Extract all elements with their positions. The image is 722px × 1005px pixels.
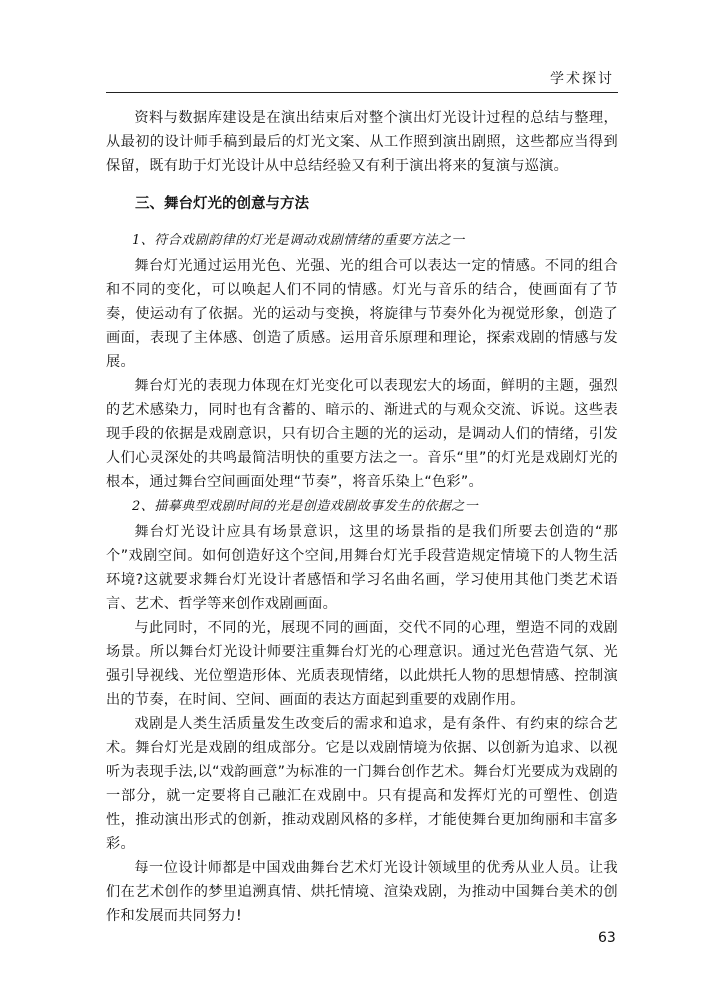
subheading-time: 2、描摹典型戏剧时间的光是创造戏剧故事发生的依据之一 (132, 499, 479, 514)
article-body (106, 106, 618, 928)
paragraph-expression: 舞台灯光的表现力体现在灯光变化可以表现宏大的场面，鲜明的主题，强烈的艺术感染力，同时也有含蓄的、暗示的、渐进式的与观众交流、诉说。这些表现手段的依据是戏剧意识，只有切合主题的光的运动，是调动人们的情绪，引发人们心灵深处的共鸣最简洁明快的重要方法之一。音乐“里”的灯光是戏剧灯光的根本，通过舞台空间画面处理“节奏”，将音乐染上“色彩”。 (106, 378, 618, 490)
paragraph-psychology: 与此同时，不同的光，展现不同的画面，交代不同的心理，塑造不同的戏剧场景。所以舞台灯光设计师要注重舞台灯光的心理意识。通过光色营造气氛、光强引导视线、光位塑造形体、光质表现情绪，以此烘托人物的思想情感、控制演出的节奏，在时间、空间、画面的表达方面起到重要的戏剧作用。 (106, 620, 618, 708)
paragraph-theatre-art: 戏剧是人类生活质量发生改变后的需求和追求，是有条件、有约束的综合艺术。舞台灯光是戏剧的组成部分。它是以戏剧情境为依据、以创新为追求、以视听为表现手法,以“戏韵画意”为标准的一门舞台创作艺术。舞台灯光要成为戏剧的一部分，就一定要将自己融汇在戏剧中。只有提高和发挥灯光的可塑性、创造性，推动演出形式的创新，推动戏剧风格的多样，才能使舞台更加绚丽和丰富多彩。 (106, 716, 618, 852)
page-number: 63 (598, 930, 616, 946)
section-heading: 三、舞台灯光的创意与方法 (135, 196, 309, 212)
paragraph-emotion: 舞台灯光通过运用光色、光强、光的组合可以表达一定的情感。不同的组合和不同的变化，可以唤起人们不同的情感。灯光与音乐的结合，使画面有了节奏，使运动有了依据。光的运动与变换，将旋律与节奏外化为视觉形象，创造了画面，表现了主体感、创造了质感。运用音乐原理和理论，探索戏剧的情感与发展。 (106, 258, 618, 370)
section-label: 学术探讨 (550, 71, 614, 87)
paragraph-database: 资料与数据库建设是在演出结束后对整个演出灯光设计过程的总结与整理，从最初的设计师手稿到最后的灯光文案、从工作照到演出剧照，这些都应当得到保留，既有助于灯光设计从中总结经验又有利于演出将来的复演与巡演。 (106, 110, 618, 174)
running-header (106, 66, 618, 93)
paragraph-closing: 每一位设计师都是中国戏曲舞台艺术灯光设计领域里的优秀从业人员。让我们在艺术创作的梦里追溯真情、烘托情境、渲染戏剧，为推动中国舞台美术的创作和发展而共同努力! (106, 860, 618, 924)
paragraph-scene: 舞台灯光设计应具有场景意识，这里的场景指的是我们所要去创造的“那个”戏剧空间。如何创造好这个空间,用舞台灯光手段营造规定情境下的人物生活环境?这就要求舞台灯光设计者感悟和学习名曲名画，学习使用其他门类艺术语言、艺术、哲学等来创作戏剧画面。 (106, 524, 618, 612)
subheading-rhythm: 1、符合戏剧韵律的灯光是调动戏剧情绪的重要方法之一 (132, 233, 465, 248)
